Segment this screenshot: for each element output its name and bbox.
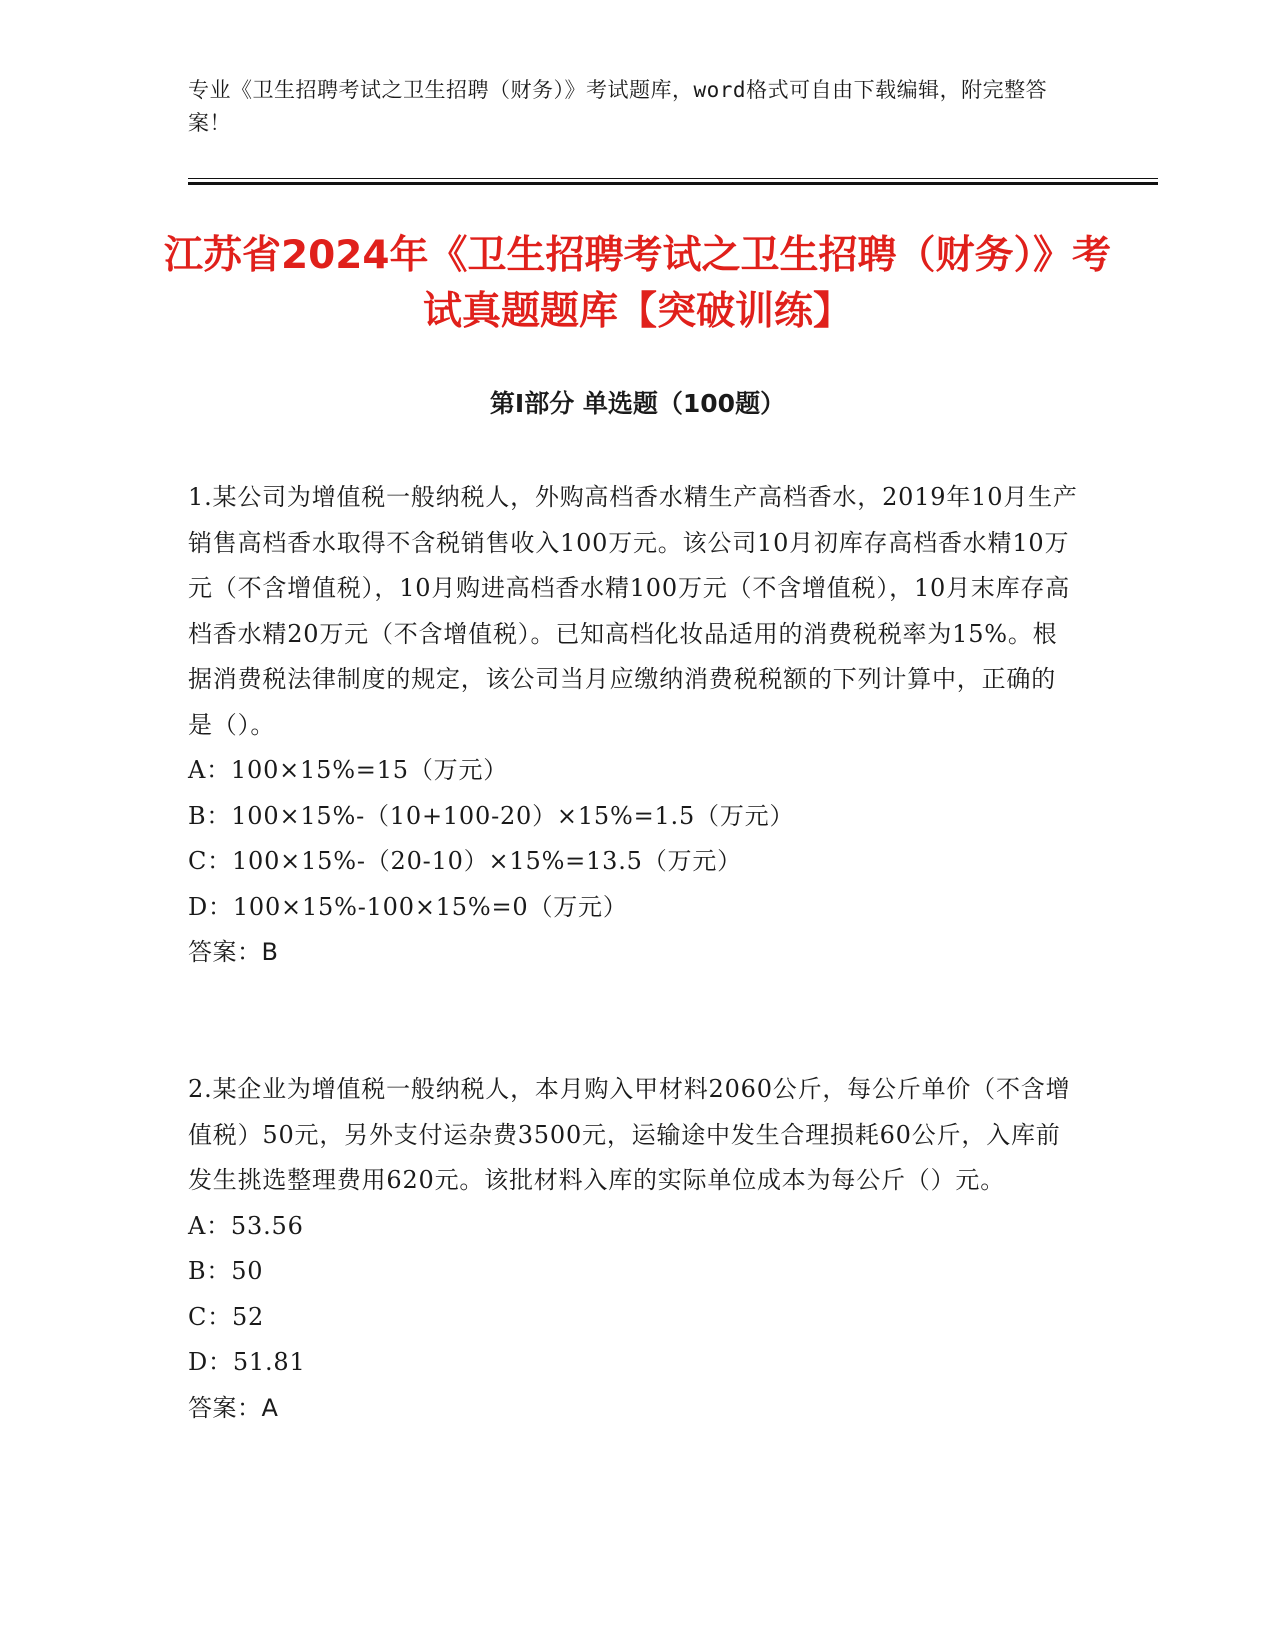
option-a: A：100×15%=15（万元）: [188, 756, 509, 784]
answer: 答案：A: [188, 1393, 279, 1422]
section-heading: 第Ⅰ部分 单选题（100题）: [489, 389, 786, 418]
option-b: B：100×15%-（10+100-20）×15%=1.5（万元）: [188, 801, 795, 830]
header-rule-thin: [188, 178, 1158, 179]
option-d: D：51.81: [188, 1348, 306, 1376]
option-d: D：100×15%-100×15%=0（万元）: [188, 892, 628, 921]
header-note: 专业《卫生招聘考试之卫生招聘（财务）》考试题库，word格式可自由下载编辑，附完整答案！: [188, 78, 1048, 135]
question-2: [188, 1067, 1078, 1431]
document-title: 江苏省2024年《卫生招聘考试之卫生招聘（财务）》考试真题题库【突破训练】: [163, 233, 1112, 334]
option-b: B：50: [188, 1257, 264, 1285]
answer: 答案：B: [188, 938, 279, 966]
option-a: A：53.56: [188, 1211, 304, 1240]
question-1: [188, 475, 1078, 976]
question-stem: 1.某公司为增值税一般纳税人，外购高档香水精生产高档香水，2019年10月生产销售高档香水取得不含税销售收入100万元。该公司10月初库存高档香水精10万元（不含增值税），10月购进高档香水精100万元（不含增值税），10月末库存高档香水精20万元（不含增值税）。已知高档化妆品适用的消费税税率为15%。根据消费税法律制度的规定，该公司当月应缴纳消费税税额的下列计算中，正确的是（）。: [188, 483, 1078, 739]
question-stem: 2.某企业为增值税一般纳税人，本月购入甲材料2060公斤，每公斤单价（不含增值税）50元，另外支付运杂费3500元，运输途中发生合理损耗60公斤，入库前发生挑选整理费用620元。该批材料入库的实际单位成本为每公斤（）元。: [188, 1075, 1071, 1194]
option-c: C：100×15%-（20-10）×15%=13.5（万元）: [188, 847, 742, 875]
header-rule-thick: [188, 182, 1158, 185]
option-c: C：52: [188, 1302, 265, 1331]
